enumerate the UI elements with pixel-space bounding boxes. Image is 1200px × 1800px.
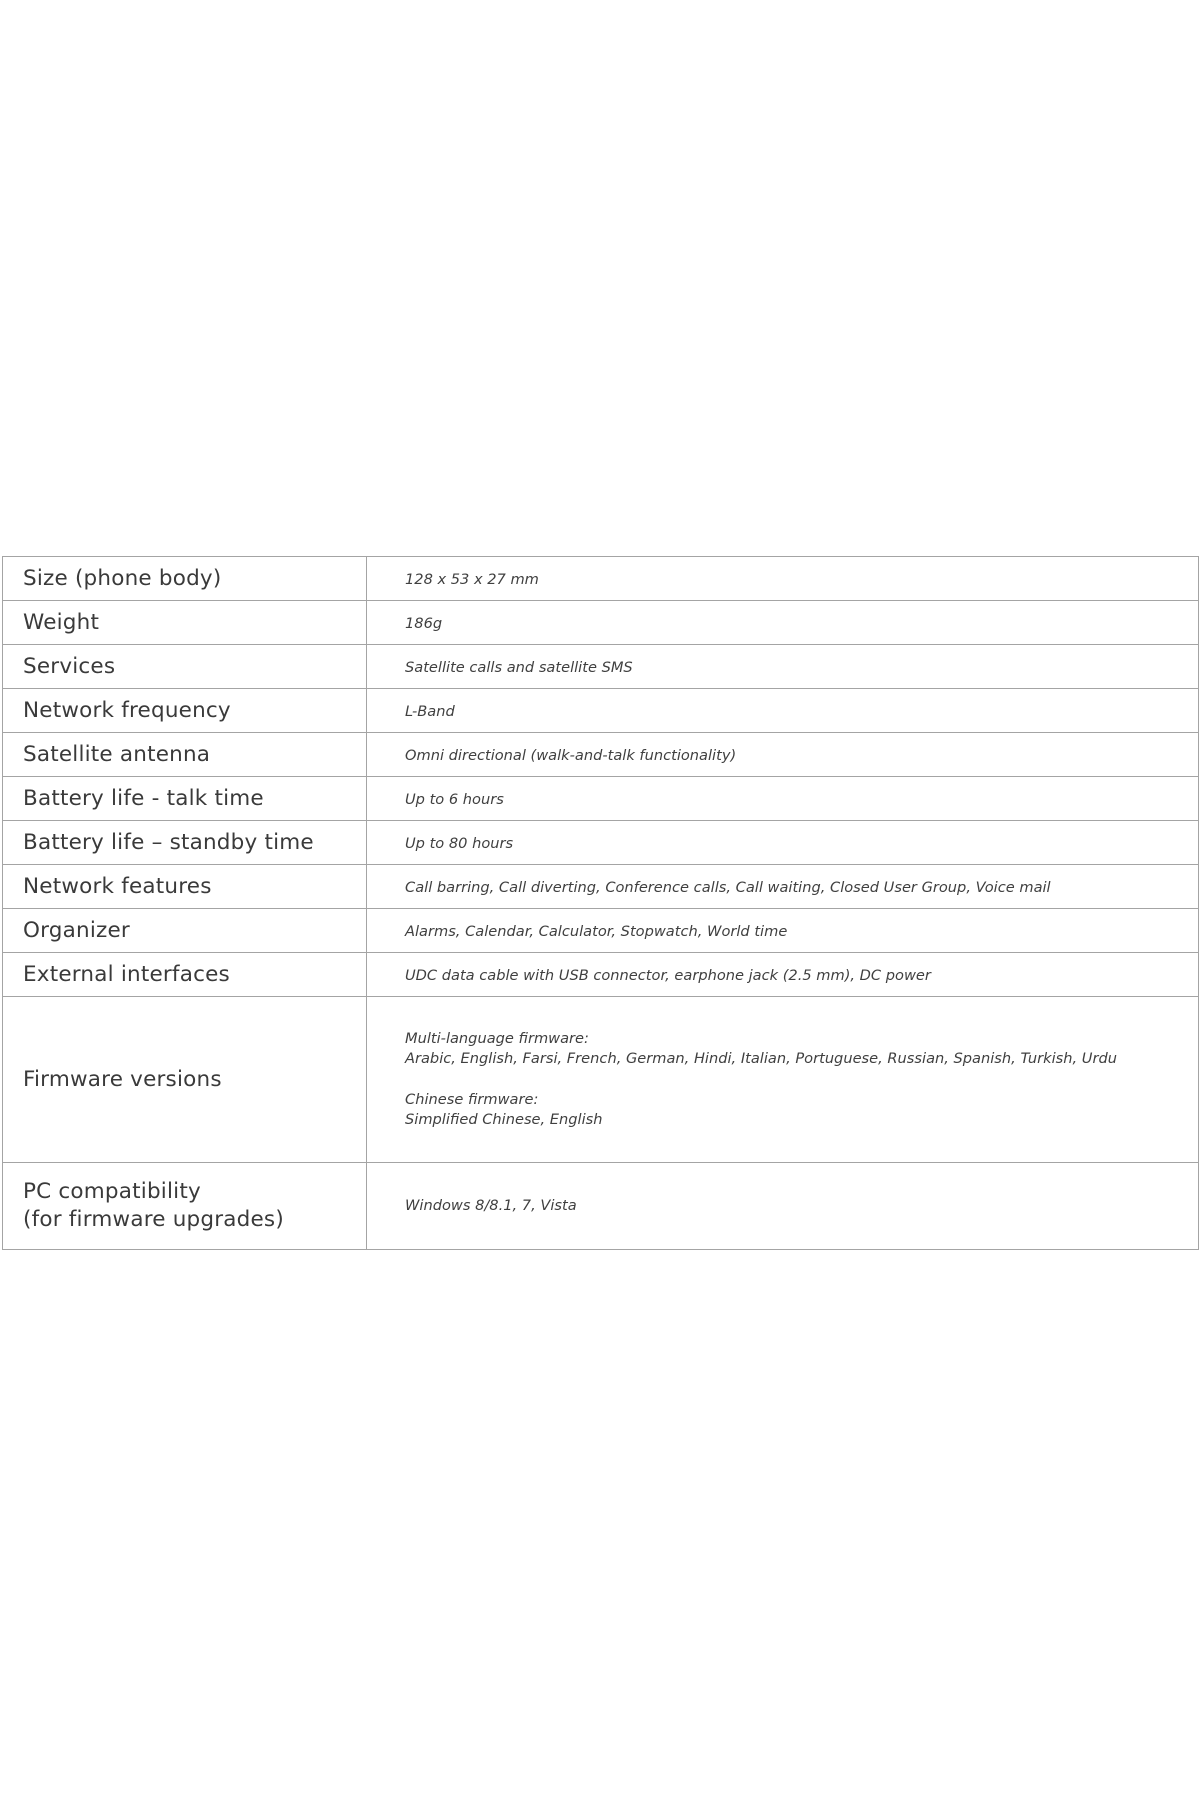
spec-label: Weight <box>3 601 367 645</box>
multi-language-heading: Multi-language firmware: <box>405 1029 589 1047</box>
firmware-row <box>3 997 1199 1163</box>
spec-label: Satellite antenna <box>3 733 367 777</box>
multi-language-list: Arabic, English, Farsi, French, German, Hindi, Italian, Portuguese, Russian, Spanish, Turkish, Urdu <box>405 1050 1117 1067</box>
spec-value: Up to 80 hours <box>367 821 1199 865</box>
pc-compatibility-value: Windows 8/8.1, 7, Vista <box>367 1163 1199 1250</box>
firmware-label: Firmware versions <box>3 997 367 1163</box>
spec-value: Satellite calls and satellite SMS <box>367 645 1199 689</box>
spec-value: 186g <box>367 601 1199 645</box>
spec-table <box>2 556 1199 1250</box>
table-row <box>3 645 1199 689</box>
firmware-value <box>367 997 1199 1163</box>
spec-label: External interfaces <box>3 953 367 997</box>
pc-label-line1: PC compatibility <box>23 1179 201 1204</box>
table-row <box>3 865 1199 909</box>
table-row <box>3 909 1199 953</box>
spec-value: Alarms, Calendar, Calculator, Stopwatch, World time <box>367 909 1199 953</box>
table-row <box>3 733 1199 777</box>
table-row <box>3 689 1199 733</box>
spec-label: Organizer <box>3 909 367 953</box>
table-row <box>3 557 1199 601</box>
chinese-firmware-heading: Chinese firmware: <box>405 1090 539 1108</box>
paragraph-gap <box>405 1070 1198 1090</box>
table-row <box>3 821 1199 865</box>
spec-value: UDC data cable with USB connector, earphone jack (2.5 mm), DC power <box>367 953 1199 997</box>
pc-compatibility-label <box>3 1163 367 1250</box>
table-row <box>3 953 1199 997</box>
spec-label: Services <box>3 645 367 689</box>
spec-value: Omni directional (walk-and-talk functionality) <box>367 733 1199 777</box>
spec-label: Battery life – standby time <box>3 821 367 865</box>
spec-value: 128 x 53 x 27 mm <box>367 557 1199 601</box>
spec-value: Call barring, Call diverting, Conference calls, Call waiting, Closed User Group, Voice mail <box>367 865 1199 909</box>
pc-compatibility-row <box>3 1163 1199 1250</box>
table-row <box>3 777 1199 821</box>
spec-label: Battery life - talk time <box>3 777 367 821</box>
spec-label: Network frequency <box>3 689 367 733</box>
spec-value: Up to 6 hours <box>367 777 1199 821</box>
spec-value: L-Band <box>367 689 1199 733</box>
spec-label: Size (phone body) <box>3 557 367 601</box>
chinese-firmware-list: Simplified Chinese, English <box>405 1111 603 1128</box>
pc-label-line2: (for firmware upgrades) <box>23 1207 284 1232</box>
table-row <box>3 601 1199 645</box>
spec-label: Network features <box>3 865 367 909</box>
